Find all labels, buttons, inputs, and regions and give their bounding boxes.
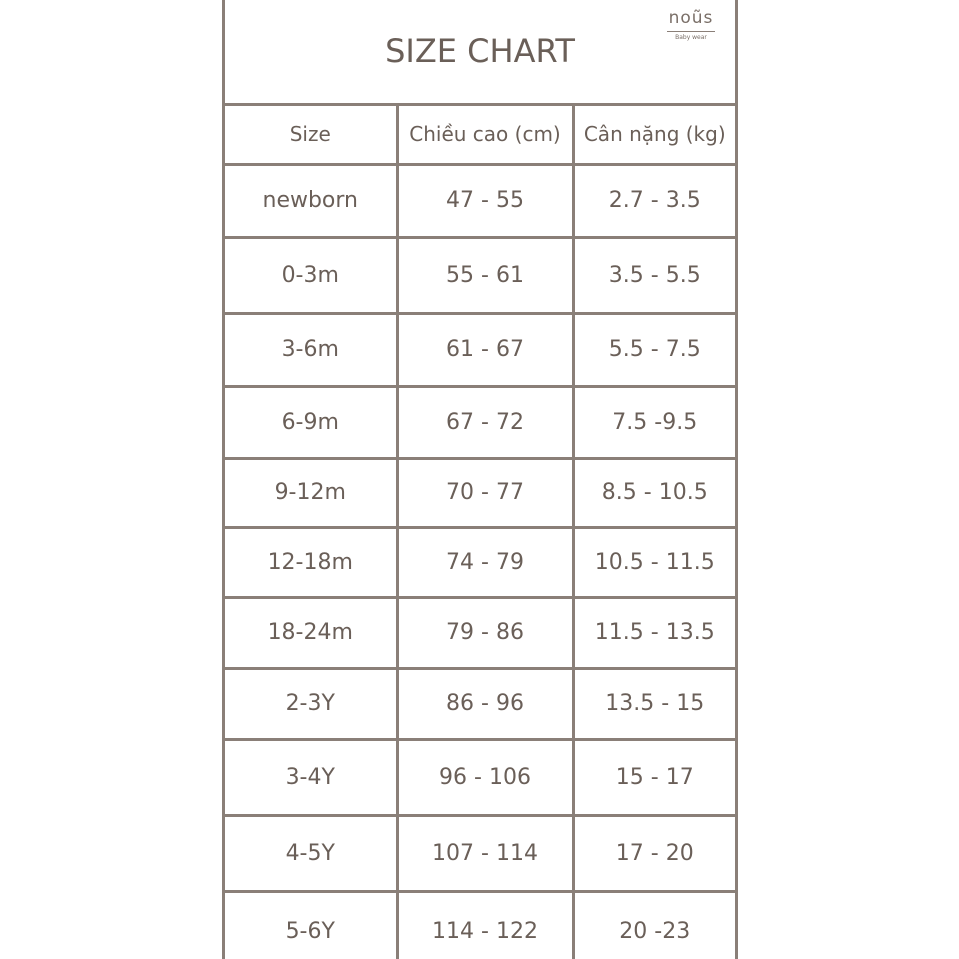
table-row	[225, 668, 735, 739]
table-row	[225, 237, 735, 313]
size-chart-sheet	[222, 0, 738, 959]
cell-size: 3-6m	[225, 313, 397, 386]
cell-height: 79 - 86	[397, 597, 573, 668]
table-row	[225, 815, 735, 891]
title-area	[225, 0, 735, 106]
page-title: SIZE CHART	[385, 32, 575, 70]
cell-height: 74 - 79	[397, 527, 573, 597]
cell-weight: 3.5 - 5.5	[573, 237, 735, 313]
cell-height: 55 - 61	[397, 237, 573, 313]
table-row	[225, 386, 735, 458]
table-row	[225, 891, 735, 959]
cell-weight: 11.5 - 13.5	[573, 597, 735, 668]
logo-tagline: Baby wear	[675, 34, 707, 41]
cell-weight: 20 -23	[573, 891, 735, 959]
cell-size: 6-9m	[225, 386, 397, 458]
cell-height: 107 - 114	[397, 815, 573, 891]
logo-divider	[667, 31, 715, 32]
header-height: Chiều cao (cm)	[397, 106, 573, 164]
cell-height: 86 - 96	[397, 668, 573, 739]
table-row	[225, 164, 735, 237]
cell-size: 0-3m	[225, 237, 397, 313]
cell-weight: 5.5 - 7.5	[573, 313, 735, 386]
cell-height: 96 - 106	[397, 739, 573, 815]
cell-size: 4-5Y	[225, 815, 397, 891]
cell-weight: 13.5 - 15	[573, 668, 735, 739]
cell-weight: 7.5 -9.5	[573, 386, 735, 458]
cell-size: newborn	[225, 164, 397, 237]
cell-height: 114 - 122	[397, 891, 573, 959]
size-table	[225, 106, 735, 959]
cell-weight: 15 - 17	[573, 739, 735, 815]
cell-weight: 8.5 - 10.5	[573, 458, 735, 527]
cell-size: 5-6Y	[225, 891, 397, 959]
cell-height: 47 - 55	[397, 164, 573, 237]
table-row	[225, 597, 735, 668]
table-row	[225, 527, 735, 597]
logo-wordmark: noũs	[668, 8, 714, 28]
cell-size: 18-24m	[225, 597, 397, 668]
table-row	[225, 739, 735, 815]
header-size: Size	[225, 106, 397, 164]
cell-size: 12-18m	[225, 527, 397, 597]
header-weight: Cân nặng (kg)	[573, 106, 735, 164]
cell-size: 9-12m	[225, 458, 397, 527]
table-row	[225, 458, 735, 527]
cell-height: 61 - 67	[397, 313, 573, 386]
cell-weight: 17 - 20	[573, 815, 735, 891]
cell-weight: 10.5 - 11.5	[573, 527, 735, 597]
cell-weight: 2.7 - 3.5	[573, 164, 735, 237]
cell-size: 3-4Y	[225, 739, 397, 815]
cell-height: 67 - 72	[397, 386, 573, 458]
table-row	[225, 313, 735, 386]
brand-logo	[663, 8, 719, 42]
cell-height: 70 - 77	[397, 458, 573, 527]
cell-size: 2-3Y	[225, 668, 397, 739]
table-header-row	[225, 106, 735, 164]
